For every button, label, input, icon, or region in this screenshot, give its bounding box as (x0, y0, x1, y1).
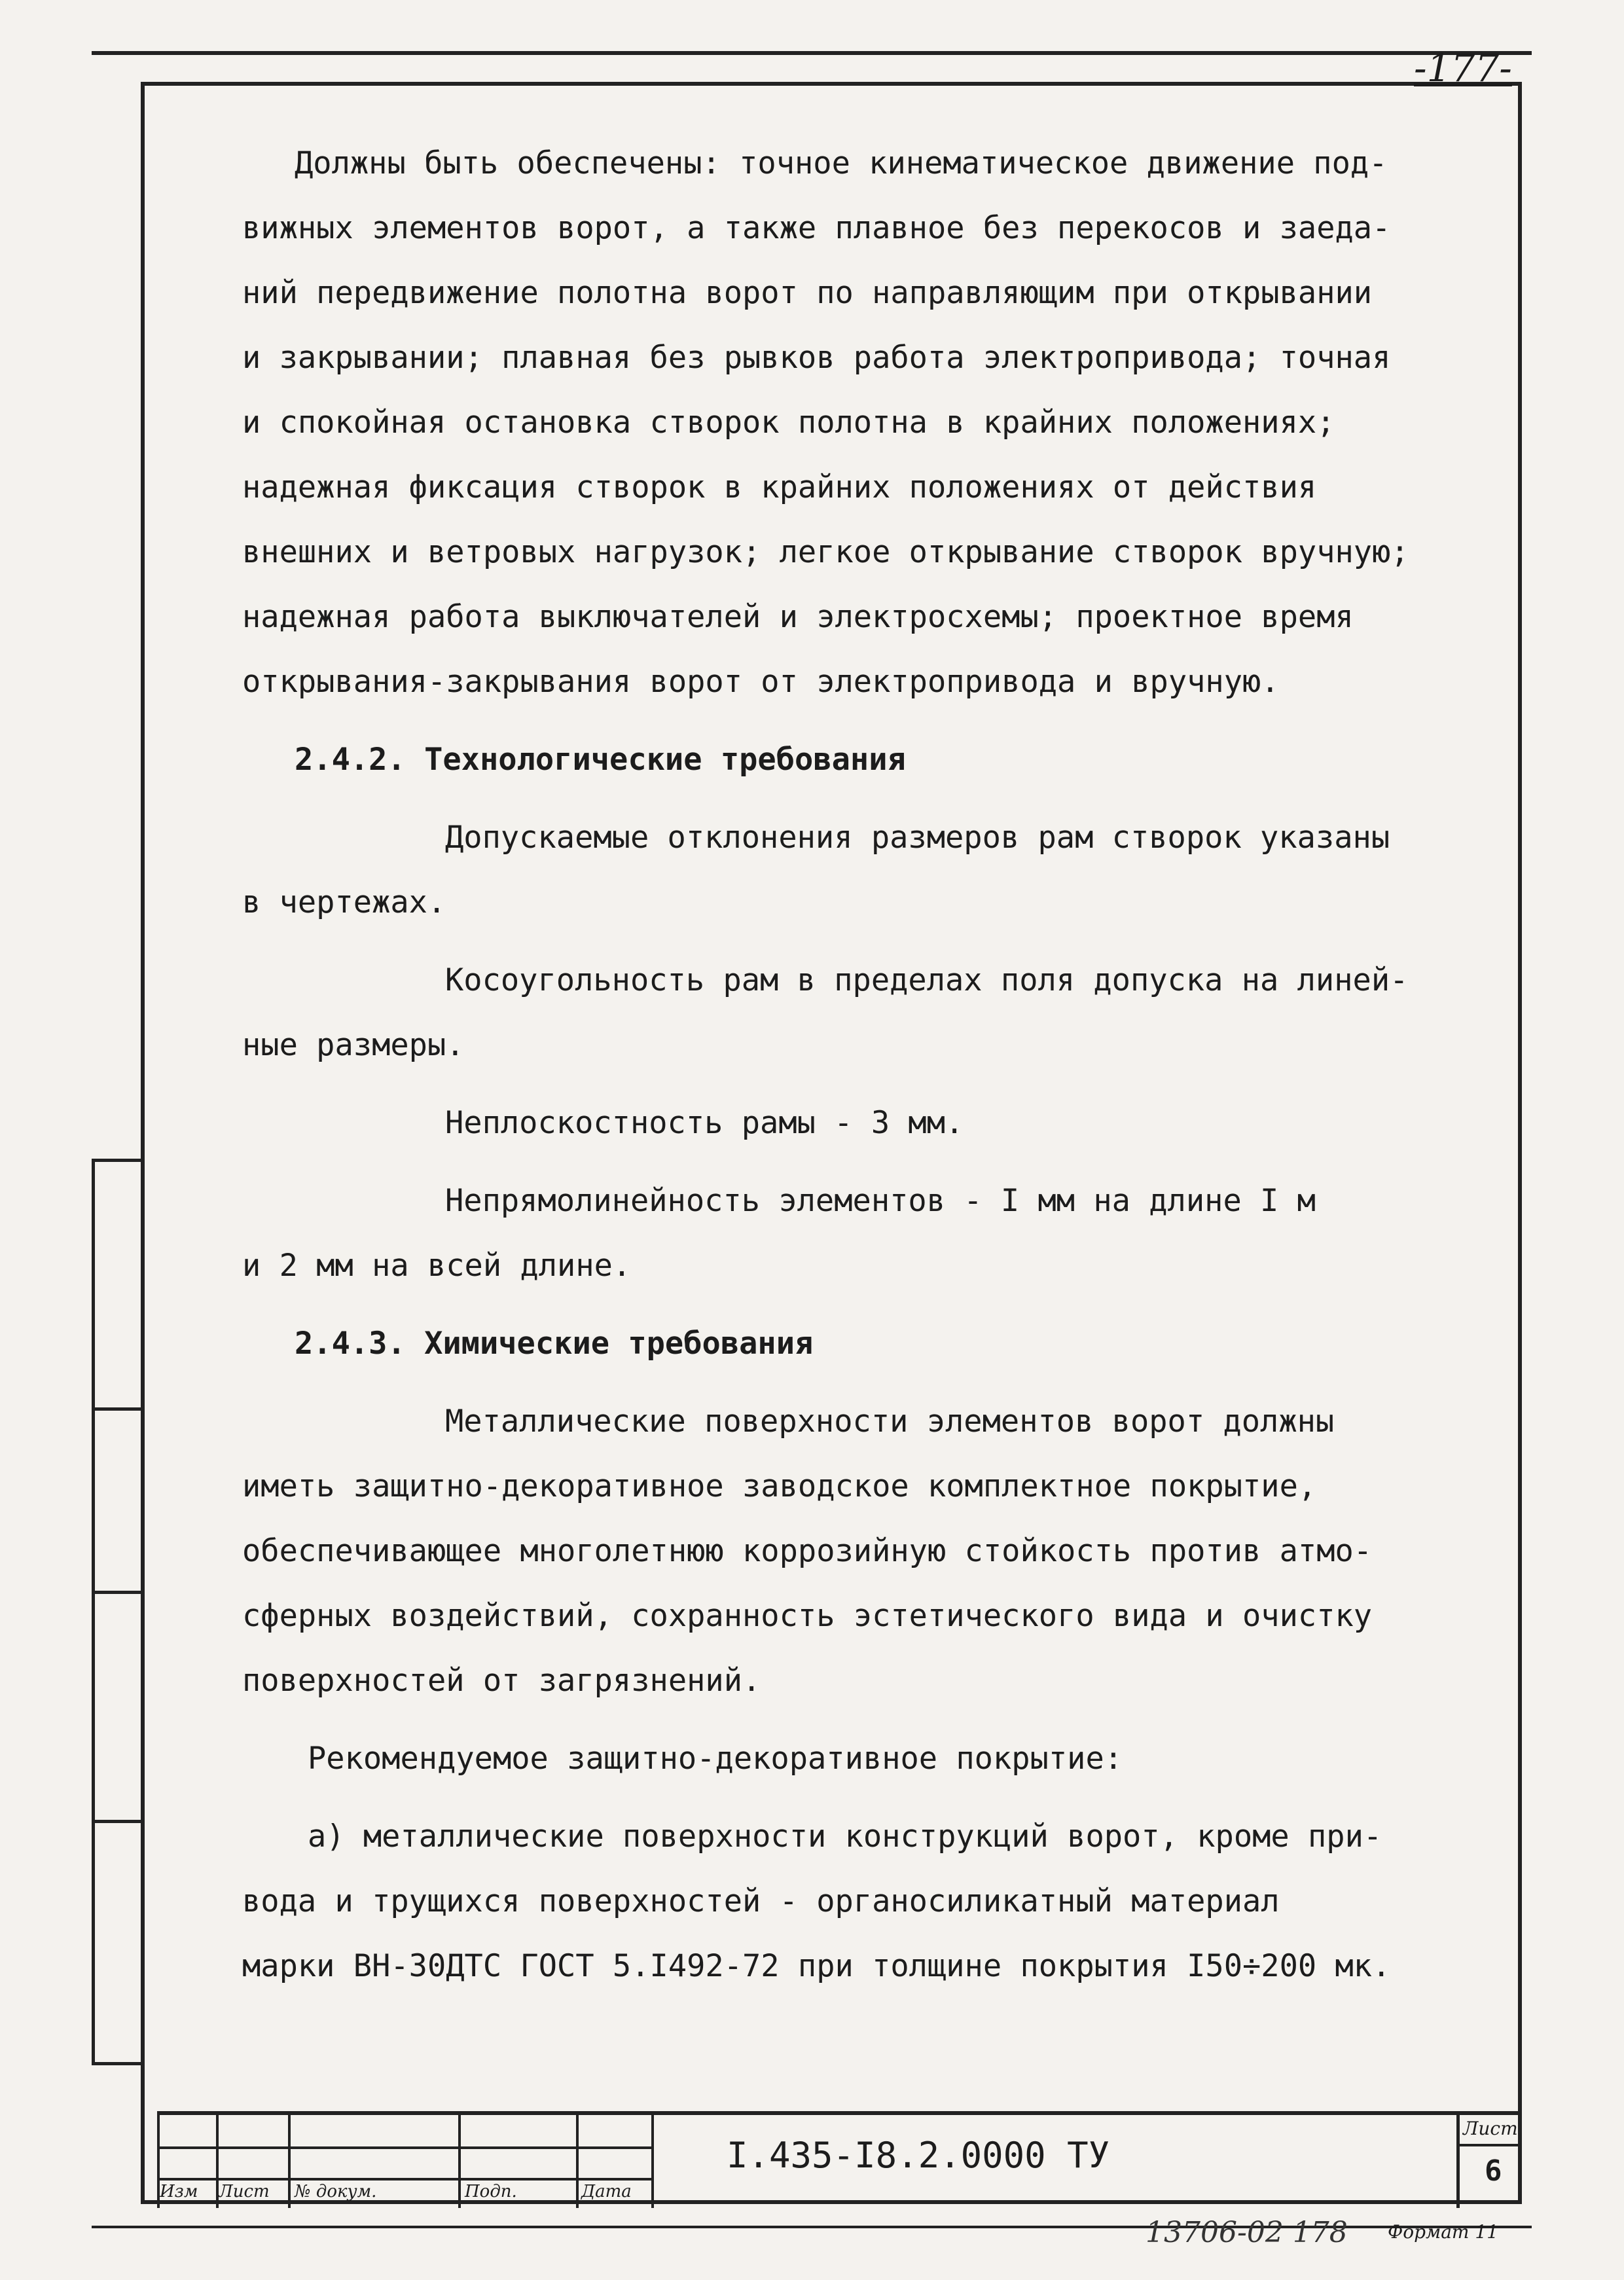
text-line: и 2 мм на всей длине. (242, 1248, 632, 1284)
text-line: в чертежах. (242, 884, 446, 920)
archive-number: 13706-02 178 (1146, 2216, 1348, 2249)
margin-strip (92, 1159, 95, 2062)
margin-mark (92, 1820, 141, 1823)
text-line: обеспечивающее многолетнюю коррозийную стойкость против атмо- (242, 1533, 1373, 1569)
text-line: надежная работа выключателей и электросхемы; проектное время (242, 599, 1354, 635)
section-heading-242: 2.4.2. Технологические требования (295, 742, 906, 778)
sheet-label: Лист (1463, 2118, 1518, 2139)
document-id: I.435-I8.2.0000 ТУ (727, 2135, 1110, 2176)
document-body (242, 131, 1479, 1999)
format-label: Формат 11 (1388, 2221, 1499, 2243)
text-line: вижных элементов ворот, а также плавное без перекосов и заеда- (242, 210, 1391, 246)
text-line: внешних и ветровых нагрузок; легкое открывание створок вручную; (242, 534, 1409, 570)
text-line: ные размеры. (242, 1027, 465, 1063)
margin-mark (92, 2062, 141, 2065)
title-block (157, 2111, 1522, 2208)
margin-mark (92, 1591, 141, 1594)
text-line: и спокойная остановка створок полотна в крайних положениях; (242, 405, 1335, 441)
sheet-number: 6 (1485, 2154, 1502, 2188)
text-line: сферных воздействий, сохранность эстетического вида и очистку (242, 1598, 1373, 1634)
text-line: и закрывании; плавная без рывков работа электропривода; точная (242, 340, 1391, 376)
margin-mark (92, 1159, 141, 1162)
text-line: надежная фиксация створок в крайних положениях от действия (242, 469, 1317, 505)
text-line: Должны быть обеспечены: точное кинематическое движение под- (295, 145, 1388, 181)
stamp-header-docnum: № докум. (295, 2182, 377, 2201)
text-line: Рекомендуемое защитно-декоративное покрытие: (308, 1741, 1123, 1777)
text-line: марки ВН-30ДТС ГОСТ 5.I492-72 при толщине покрытия I50÷200 мк. (242, 1948, 1391, 1984)
text-line: иметь защитно-декоративное заводское комплектное покрытие, (242, 1468, 1317, 1504)
text-line: Металлические поверхности элементов ворот должны (445, 1403, 1335, 1439)
text-line: а) металлические поверхности конструкций ворот, кроме при- (308, 1819, 1382, 1855)
text-line: поверхностей от загрязнений. (242, 1663, 761, 1699)
text-line: Непрямолинейность элементов - I мм на длине I м (445, 1183, 1316, 1219)
text-line: вода и трущихся поверхностей - органосиликатный материал (242, 1883, 1280, 1919)
stamp-header-date: Дата (581, 2182, 632, 2201)
text-line: Косоугольность рам в пределах поля допуска на линей- (445, 962, 1409, 998)
margin-mark (92, 1407, 141, 1411)
text-line: ний передвижение полотна ворот по направляющим при открывании (242, 275, 1373, 311)
text-line: Неплоскостность рамы - 3 мм. (445, 1105, 964, 1141)
section-heading-243: 2.4.3. Химические требования (295, 1326, 814, 1362)
text-line: открывания-закрывания ворот от электропривода и вручную. (242, 664, 1280, 700)
stamp-header-change: Изм (160, 2182, 198, 2201)
revision-grid (157, 2115, 651, 2208)
stamp-header-signature: Подп. (465, 2182, 517, 2201)
stamp-header-sheet: Лист (219, 2182, 270, 2201)
top-border-line (92, 51, 1532, 55)
page-number: -177- (1414, 46, 1512, 90)
text-line: Допускаемые отклонения размеров рам створок указаны (445, 820, 1390, 856)
